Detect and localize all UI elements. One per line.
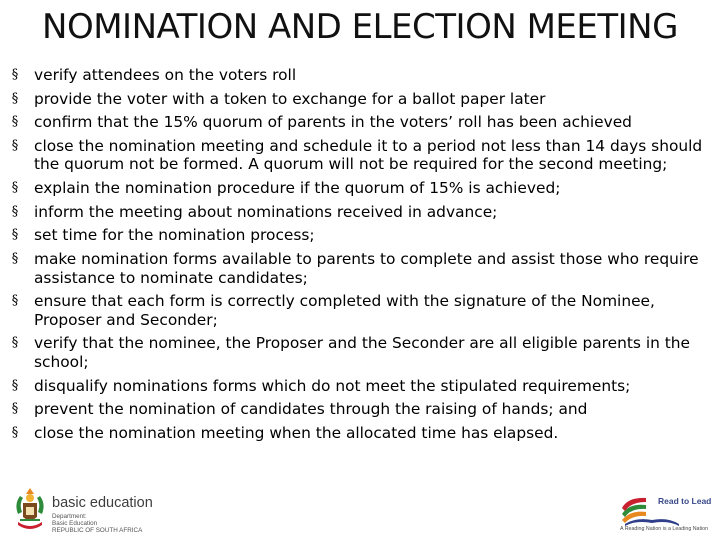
bullet-text: set time for the nomination process;: [34, 226, 315, 245]
bullet-item: [8, 400, 708, 419]
bullet-item: [8, 203, 708, 222]
bullet-item: [8, 226, 708, 245]
bullet-marker: §: [11, 424, 19, 440]
bullet-marker: §: [11, 203, 19, 219]
basic-education-logo: [10, 486, 220, 534]
bullet-marker: §: [11, 401, 19, 417]
bullet-marker: §: [11, 137, 19, 153]
logo-tagline: A Reading Nation is a Leading Nation: [620, 526, 709, 532]
bullet-item: [8, 113, 708, 132]
bullet-text: disqualify nominations forms which do not meet the stipulated requirements;: [34, 376, 631, 395]
bullet-list: [8, 66, 708, 448]
bullet-text: verify that the nominee, the Proposer and the Seconder are all eligible parents in the school;: [34, 334, 690, 372]
logo-brand-text: basic education: [52, 495, 153, 511]
bullet-marker: §: [11, 114, 19, 130]
bullet-text: prevent the nomination of candidates through the raising of hands; and: [34, 400, 588, 419]
bullet-marker: §: [11, 250, 19, 266]
bullet-marker: §: [11, 227, 19, 243]
bullet-item: [8, 66, 708, 85]
bullet-item: [8, 424, 708, 443]
bullet-text: ensure that each form is correctly completed with the signature of the Nominee, Proposer and Seconder;: [34, 292, 655, 329]
logo-title: Read to Lead: [658, 496, 712, 506]
bullet-text: explain the nomination procedure if the quorum of 15% is achieved;: [34, 179, 561, 198]
logo-country: REPUBLIC OF SOUTH AFRICA: [52, 527, 143, 534]
bullet-item: [8, 90, 708, 109]
bullet-item: [8, 377, 708, 396]
bullet-item: [8, 137, 708, 174]
bullet-item: [8, 250, 708, 287]
bullet-marker: §: [11, 293, 19, 309]
read-to-lead-logo: [616, 490, 716, 538]
bullet-item: [8, 179, 708, 198]
bullet-item: [8, 334, 708, 371]
bullet-marker: §: [11, 90, 19, 106]
bullet-text: close the nomination meeting and schedule it to a period not less than 14 days should the quorum not be formed. A quorum will not be required for the second meeting;: [34, 136, 703, 174]
bullet-text: close the nomination meeting when the allocated time has elapsed.: [34, 423, 559, 442]
bullet-text: inform the meeting about nominations received in advance;: [34, 202, 498, 221]
bullet-text: provide the voter with a token to exchange for a ballot paper later: [34, 89, 546, 108]
logo-department-label: Department:: [52, 513, 87, 520]
south-africa-coat-of-arms-icon: [10, 486, 50, 534]
bullet-item: [8, 292, 708, 329]
bullet-text: verify attendees on the voters roll: [34, 66, 297, 84]
bullet-text: make nomination forms available to parents to complete and assist those who require assistance to nominate candidates;: [34, 249, 699, 287]
bullet-marker: §: [11, 377, 19, 393]
bullet-marker: §: [11, 180, 19, 196]
bullet-marker: §: [11, 67, 19, 82]
bullet-marker: §: [11, 335, 19, 351]
slide-title: NOMINATION AND ELECTION MEETING: [42, 7, 678, 47]
bullet-text: confirm that the 15% quorum of parents in the voters’ roll has been achieved: [34, 113, 632, 132]
logo-department-name: Basic Education: [52, 520, 98, 527]
